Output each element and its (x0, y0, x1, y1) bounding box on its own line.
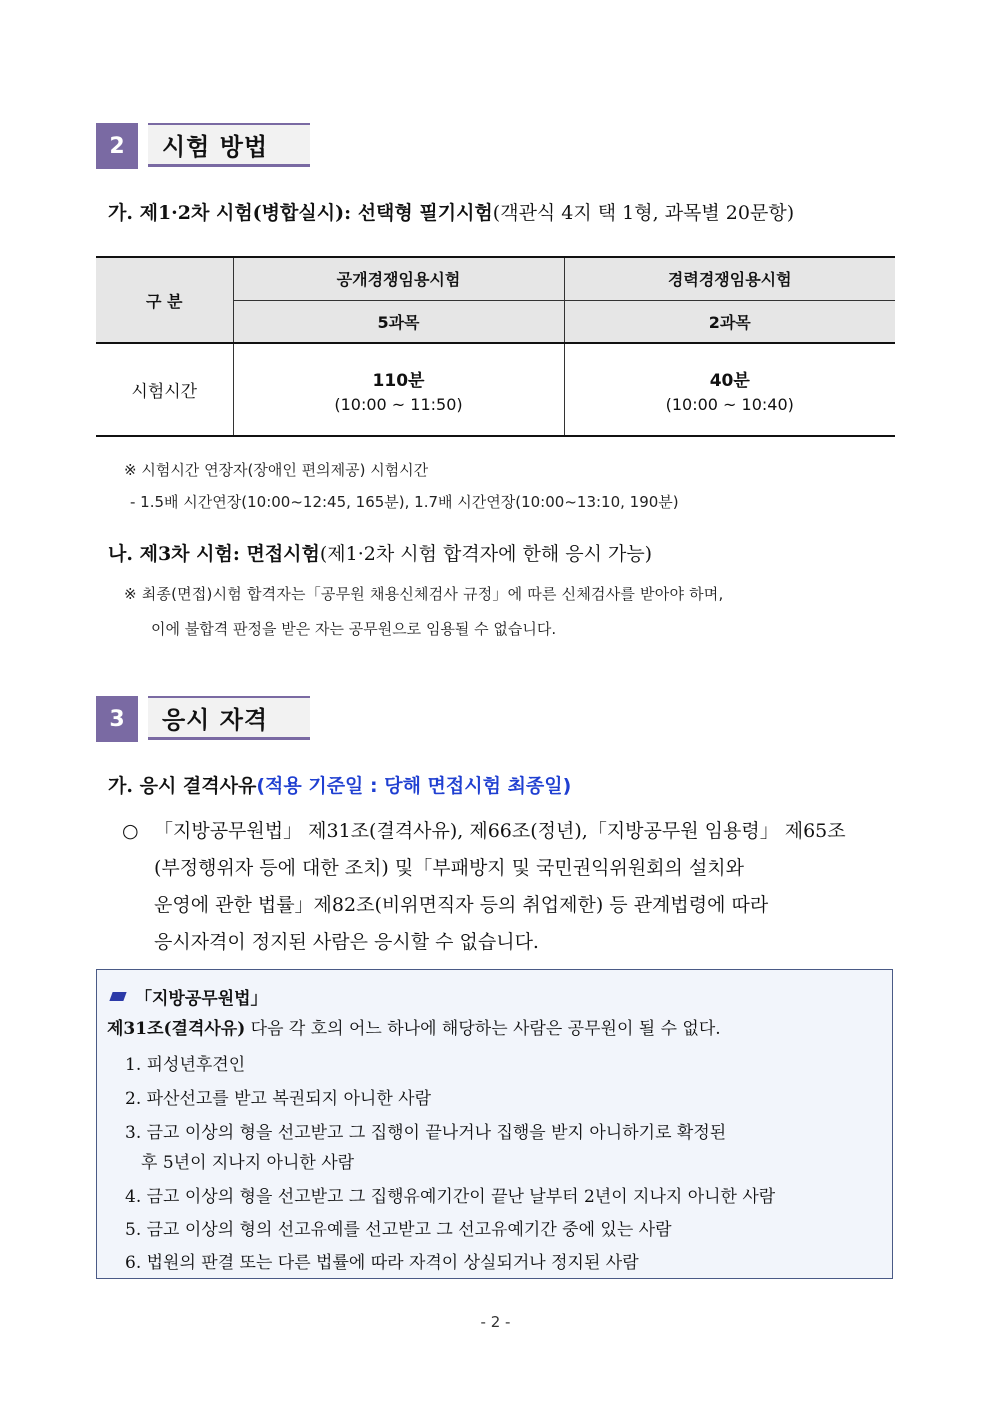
heading-detail: (객관식 4지 택 1형, 과목별 20문항) (492, 202, 795, 224)
list-item-cont: 후 5년이 지나지 아니한 사람 (141, 1153, 355, 1173)
heading-interview (108, 539, 652, 566)
law-name: 「지방공무원법」 (135, 989, 268, 1009)
para-line: 운영에 관한 법률」제82조(비위면직자 등의 취업제한) 등 관계법령에 따라 (154, 894, 769, 916)
heading-bold: 가. 응시 결격사유 (108, 775, 257, 797)
article-text: 다음 각 호의 어느 하나에 해당하는 사람은 공무원이 될 수 없다. (245, 1019, 721, 1039)
list-item: 1. 피성년후견인 (125, 1055, 246, 1075)
disqualification-paragraph (122, 813, 897, 961)
col-open-competition: 공개경쟁임용시험 (233, 257, 564, 300)
section-number: 2 (96, 123, 138, 169)
open-subjects: 5과목 (233, 300, 564, 343)
heading-written-exam (108, 198, 794, 225)
open-exam-time (233, 343, 564, 436)
col-career-competition: 경력경쟁임용시험 (564, 257, 895, 300)
exam-time-label: 시험시간 (96, 343, 233, 436)
career-time-range: (10:00 ~ 10:40) (665, 394, 794, 414)
flag-icon (109, 992, 126, 1001)
heading-reference-date: (적용 기준일 : 당해 면접시험 최종일) (256, 775, 572, 797)
para-line: 응시자격이 정지된 사람은 응시할 수 없습니다. (154, 931, 539, 953)
heading-disqualification (108, 771, 571, 798)
list-item: 5. 금고 이상의 형의 선고유예를 선고받고 그 선고유예기간 중에 있는 사람 (125, 1220, 672, 1240)
note-extension-detail: - 1.5배 시간연장(10:00~12:45, 165분), 1.7배 시간연장(10:00~13:10, 190분) (130, 493, 679, 511)
career-subjects: 2과목 (564, 300, 895, 343)
open-time-range: (10:00 ~ 11:50) (334, 394, 463, 414)
heading-detail: (제1·2차 시험 합격자에 한해 응시 가능) (319, 543, 653, 565)
list-item: 6. 법원의 판결 또는 다른 법률에 따라 자격이 상실되거나 정지된 사람 (125, 1253, 639, 1273)
heading-bold: 가. 제1·2차 시험(병합실시): 선택형 필기시험 (108, 202, 493, 224)
list-item: 4. 금고 이상의 형을 선고받고 그 집행유예기간이 끝난 날부터 2년이 지나지 아니한 사람 (125, 1187, 776, 1207)
section-number: 3 (96, 696, 138, 742)
note-health-check-cont: 이에 불합격 판정을 받은 자는 공무원으로 임용될 수 없습니다. (151, 620, 557, 638)
para-line: (부정행위자 등에 대한 조치) 및「부패방지 및 국민권익위원회의 설치와 (154, 857, 745, 879)
row-header-cell: 구 분 (96, 257, 233, 343)
law-excerpt-box (96, 969, 893, 1279)
exam-schedule-table (96, 256, 895, 437)
article-number: 제31조(결격사유) (107, 1019, 246, 1039)
note-health-check: ※ 최종(면접)시험 합격자는「공무원 채용신체검사 규정」에 따른 신체검사를 받아야 하며, (124, 585, 724, 603)
bullet-circle: ○ (122, 820, 139, 842)
section-title: 응시 자격 (148, 696, 310, 740)
law-title (111, 984, 268, 1009)
para-line: 「지방공무원법」 제31조(결격사유), 제66조(정년),「지방공무원 임용령」 제65조 (154, 820, 846, 842)
career-minutes: 40분 (709, 370, 750, 391)
list-item: 3. 금고 이상의 형을 선고받고 그 집행이 끝나거나 집행을 받지 아니하기로 확정된 (125, 1123, 727, 1143)
list-item: 2. 파산선고를 받고 복권되지 아니한 사람 (125, 1089, 431, 1109)
article-lead (107, 1014, 721, 1039)
note-extension: ※ 시험시간 연장자(장애인 편의제공) 시험시간 (124, 461, 429, 479)
career-exam-time (564, 343, 895, 436)
open-minutes: 110분 (372, 370, 425, 391)
page-number: - 2 - (480, 1313, 511, 1331)
section-title: 시험 방법 (148, 123, 310, 167)
heading-bold: 나. 제3차 시험: 면접시험 (108, 543, 320, 565)
